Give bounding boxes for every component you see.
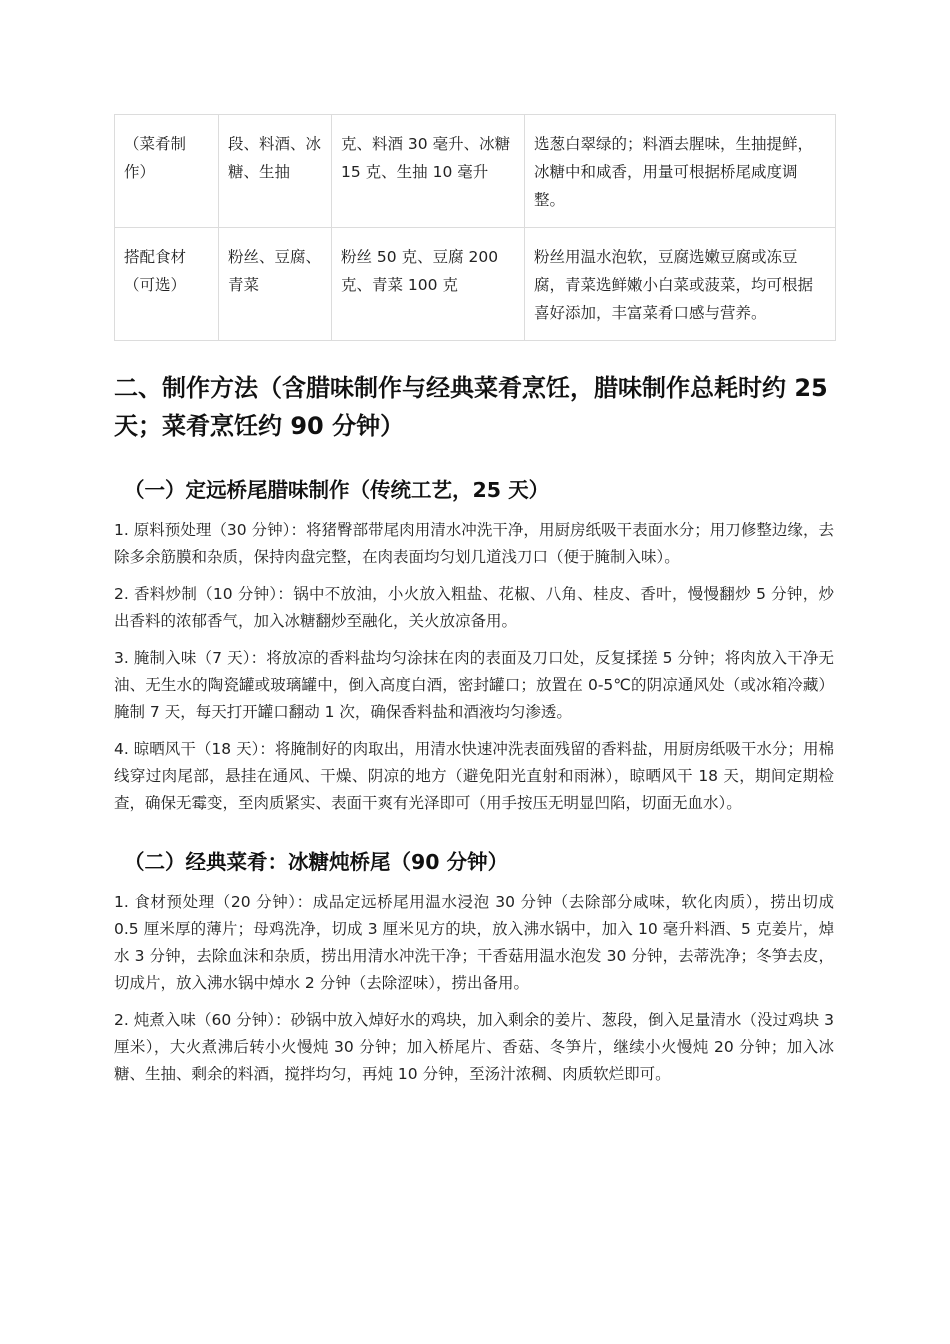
step-paragraph: 1. 食材预处理（20 分钟）：成品定远桥尾用温水浸泡 30 分钟（去除部分咸味，软化肉质），捞出切成 0.5 厘米厚的薄片；母鸡洗净，切成 3 厘米见方的块，放入沸水锅中，加入 10 毫升料酒、5 克姜片，焯水 3 分钟，去除血沫和杂质，捞出用清水冲洗干净；干香菇用温水泡发 30 分钟，去蒂洗净；冬笋去皮，切成片，放入沸水锅中焯水 2 分钟（去除涩味），捞出备用。: [114, 893, 834, 992]
table-cell-amount: 克、料酒 30 毫升、冰糖 15 克、生抽 10 毫升: [332, 115, 525, 228]
section-heading: 二、制作方法（含腊味制作与经典菜肴烹饪，腊味制作总耗时约 25 天；菜肴烹饪约 90 分钟）: [114, 374, 828, 440]
subsection-heading-dish: （二）经典菜肴：冰糖炖桥尾（90 分钟）: [124, 850, 509, 874]
steps-list-dish: [114, 889, 834, 1088]
step-paragraph: 4. 晾晒风干（18 天）：将腌制好的肉取出，用清水快速冲洗表面残留的香料盐，用厨房纸吸干水分；用棉线穿过肉尾部，悬挂在通风、干燥、阴凉的地方（避免阳光直射和雨淋），晾晒风干 18 天，期间定期检查，确保无霉变，至肉质紧实、表面干爽有光泽即可（用手按压无明显凹陷，切面无血水）。: [114, 740, 834, 812]
subsection-heading-cured-meat: （一）定远桥尾腊味制作（传统工艺，25 天）: [124, 478, 550, 502]
table-row: [115, 228, 836, 341]
document-page: [114, 114, 834, 1098]
table-cell-notes: 选葱白翠绿的；料酒去腥味，生抽提鲜，冰糖中和咸香，用量可根据桥尾咸度调整。: [525, 115, 836, 228]
step-paragraph: 2. 炖煮入味（60 分钟）：砂锅中放入焯好水的鸡块，加入剩余的姜片、葱段，倒入足量清水（没过鸡块 3 厘米），大火煮沸后转小火慢炖 30 分钟；加入桥尾片、香菇、冬笋片，继续小火慢炖 20 分钟；加入冰糖、生抽、剩余的料酒，搅拌均匀，再炖 10 分钟，至汤汁浓稠、肉质软烂即可。: [114, 1011, 834, 1083]
steps-list-cured-meat: [114, 517, 834, 817]
table-cell-items: 段、料酒、冰糖、生抽: [219, 115, 332, 228]
table-cell-category: 搭配食材（可选）: [115, 228, 219, 341]
table-cell-items: 粉丝、豆腐、青菜: [219, 228, 332, 341]
step-paragraph: 2. 香料炒制（10 分钟）：锅中不放油，小火放入粗盐、花椒、八角、桂皮、香叶，慢慢翻炒 5 分钟，炒出香料的浓郁香气，加入冰糖翻炒至融化，关火放凉备用。: [114, 585, 834, 630]
table-row: [115, 115, 836, 228]
table-cell-category: （菜肴制作）: [115, 115, 219, 228]
step-paragraph: 1. 原料预处理（30 分钟）：将猪臀部带尾肉用清水冲洗干净，用厨房纸吸干表面水分；用刀修整边缘，去除多余筋膜和杂质，保持肉盘完整，在肉表面均匀划几道浅刀口（便于腌制入味）。: [114, 521, 834, 566]
table-cell-amount: 粉丝 50 克、豆腐 200 克、青菜 100 克: [332, 228, 525, 341]
step-paragraph: 3. 腌制入味（7 天）：将放凉的香料盐均匀涂抹在肉的表面及刀口处，反复揉搓 5 分钟；将肉放入干净无油、无生水的陶瓷罐或玻璃罐中，倒入高度白酒，密封罐口；放置在 0-5℃的阴凉通风处（或冰箱冷藏）腌制 7 天，每天打开罐口翻动 1 次，确保香料盐和酒液均匀渗透。: [114, 649, 834, 721]
ingredients-table: [114, 114, 836, 341]
table-cell-notes: 粉丝用温水泡软，豆腐选嫩豆腐或冻豆腐，青菜选鲜嫩小白菜或菠菜，均可根据喜好添加，丰富菜肴口感与营养。: [525, 228, 836, 341]
